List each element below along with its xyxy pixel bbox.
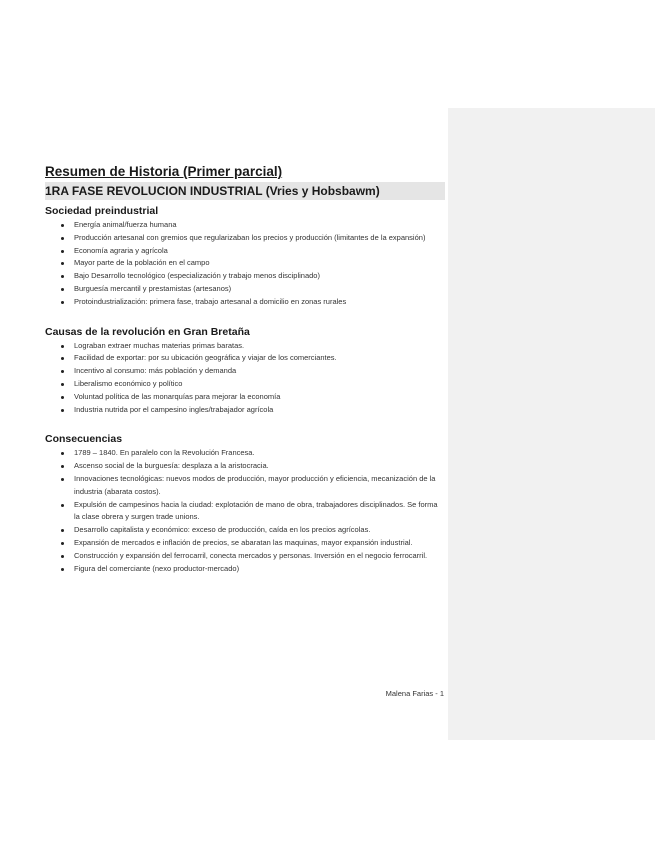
list-item: Energía animal/fuerza humana: [74, 219, 445, 232]
list-item: Mayor parte de la población en el campo: [74, 257, 445, 270]
list-item: Economía agraria y agrícola: [74, 245, 445, 258]
list-item: Protoindustrialización: primera fase, trabajo artesanal a domicilio en zonas rurales: [74, 296, 445, 309]
list-item: Expansión de mercados e inflación de precios, se abaratan las maquinas, mayor expansión industrial.: [74, 537, 445, 550]
list-item: Producción artesanal con gremios que regularizaban los precios y producción (limitantes de la expansión): [74, 232, 445, 245]
preindustrial-list: [45, 219, 445, 309]
list-item: Figura del comerciante (nexo productor-mercado): [74, 563, 445, 576]
causas-list: [45, 340, 445, 417]
comment-pane: [448, 108, 655, 740]
list-item: Ascenso social de la burguesía: desplaza a la aristocracia.: [74, 460, 445, 473]
phase-heading: 1RA FASE REVOLUCION INDUSTRIAL (Vries y Hobsbawm): [45, 182, 445, 200]
document-page: [45, 163, 445, 575]
list-item: Burguesía mercantil y prestamistas (artesanos): [74, 283, 445, 296]
list-item: Innovaciones tecnológicas: nuevos modos de producción, mayor producción y eficiencia, mecanización de la industria (abarata costos).: [74, 473, 445, 499]
list-item: Facilidad de exportar: por su ubicación geográfica y viajar de los comerciantes.: [74, 352, 445, 365]
list-item: Industria nutrida por el campesino ingles/trabajador agrícola: [74, 404, 445, 417]
list-item: Construcción y expansión del ferrocarril, conecta mercados y personas. Inversión en el negocio ferrocarril.: [74, 550, 445, 563]
document-title: Resumen de Historia (Primer parcial): [45, 164, 283, 179]
list-item: Lograban extraer muchas materias primas baratas.: [74, 340, 445, 353]
consecuencias-list: [45, 447, 445, 575]
list-item: Liberalismo económico y político: [74, 378, 445, 391]
page-footer: Malena Farias - 1: [385, 689, 444, 698]
list-item: Incentivo al consumo: más población y demanda: [74, 365, 445, 378]
list-item: Expulsión de campesinos hacia la ciudad: explotación de mano de obra, trabajadores disciplinados. Se forma la clase obrera y surgen trade unions.: [74, 499, 445, 525]
list-item: Desarrollo capitalista y económico: exceso de producción, caída en los precios agrícolas.: [74, 524, 445, 537]
section-heading-consecuencias: Consecuencias: [45, 433, 123, 446]
section-heading-preindustrial: Sociedad preindustrial: [45, 205, 159, 217]
list-item: 1789 – 1840. En paralelo con la Revolución Francesa.: [74, 447, 445, 460]
list-item: Voluntad política de las monarquías para mejorar la economía: [74, 391, 445, 404]
list-item: Bajo Desarrollo tecnológico (especialización y trabajo menos disciplinado): [74, 270, 445, 283]
section-heading-causas: Causas de la revolución en Gran Bretaña: [45, 325, 250, 338]
